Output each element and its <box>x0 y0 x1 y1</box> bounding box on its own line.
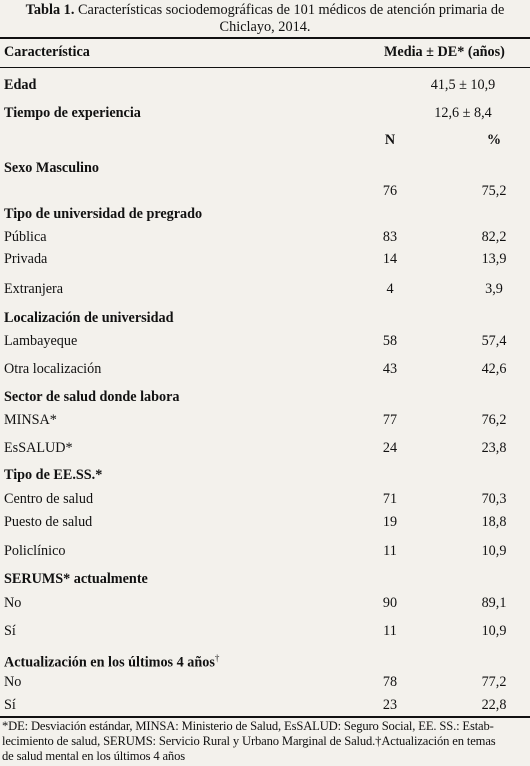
dagger-mark: † <box>214 653 220 663</box>
row-pct: 22,8 <box>481 697 507 713</box>
row-label: Pública <box>4 229 47 245</box>
row-n: 4 <box>386 281 394 297</box>
row-pct: 42,6 <box>481 361 507 377</box>
row-n: 23 <box>382 697 398 713</box>
row-label: Extranjera <box>4 281 64 297</box>
row-n: 24 <box>382 440 398 456</box>
row-n: 19 <box>382 514 398 530</box>
section-sector: Sector de salud donde labora <box>4 389 180 405</box>
row-n: 14 <box>382 251 398 267</box>
row-sexo-pct: 75,2 <box>481 183 507 199</box>
header-rule <box>0 67 530 68</box>
row-pct: 76,2 <box>481 412 507 428</box>
subheader-n: N <box>384 132 396 148</box>
row-edad-label: Edad <box>4 77 37 93</box>
row-label: MINSA* <box>4 412 57 428</box>
row-n: 83 <box>382 229 398 245</box>
subheader-pct: % <box>486 132 502 148</box>
header-characteristic: Característica <box>4 44 90 60</box>
section-tipo-universidad: Tipo de universidad de pregrado <box>4 206 203 222</box>
row-pct: 10,9 <box>481 543 507 559</box>
top-rule <box>0 37 530 39</box>
footnote-line1: *DE: Desviación estándar, MINSA: Ministerio de Salud, EsSALUD: Seguro Social, EE. SS.: Estab- <box>2 719 494 733</box>
row-sexo-n: 76 <box>382 183 398 199</box>
row-label: Privada <box>4 251 48 267</box>
row-label: No <box>4 674 22 690</box>
row-n: 77 <box>382 412 398 428</box>
caption-label: Tabla 1. <box>25 2 75 18</box>
row-label: Centro de salud <box>4 491 94 507</box>
row-tiempo-value: 12,6 ± 8,4 <box>434 105 492 121</box>
caption-text: Características sociodemográficas de 101 médicos de atención primaria de <box>74 2 505 18</box>
row-n: 43 <box>382 361 398 377</box>
section-sexo: Sexo Masculino <box>4 160 99 176</box>
row-pct: 77,2 <box>481 674 507 690</box>
row-pct: 23,8 <box>481 440 507 456</box>
row-label: No <box>4 595 22 611</box>
row-pct: 3,9 <box>485 281 503 297</box>
row-n: 90 <box>382 595 398 611</box>
table-caption <box>0 2 530 36</box>
row-n: 71 <box>382 491 398 507</box>
row-edad-value: 41,5 ± 10,9 <box>430 77 496 93</box>
row-pct: 89,1 <box>481 595 507 611</box>
footnote-line3: de salud mental en los últimos 4 años <box>2 749 185 763</box>
caption-line2: Chiclayo, 2014. <box>219 19 311 35</box>
section-actualizacion <box>4 650 219 671</box>
row-pct: 82,2 <box>481 229 507 245</box>
row-pct: 57,4 <box>481 333 507 349</box>
row-label: Lambayeque <box>4 333 78 349</box>
row-label: Policlínico <box>4 543 66 559</box>
table-footnote <box>2 719 530 764</box>
row-label: EsSALUD* <box>4 440 73 456</box>
row-n: 11 <box>383 623 397 639</box>
row-pct: 13,9 <box>481 251 507 267</box>
row-pct: 70,3 <box>481 491 507 507</box>
row-pct: 10,9 <box>481 623 507 639</box>
section-tipo-eess: Tipo de EE.SS.* <box>4 467 103 483</box>
row-n: 78 <box>382 674 398 690</box>
row-label: Sí <box>4 697 16 713</box>
header-mean-sd: Media ± DE* (años) <box>384 44 505 60</box>
section-actualizacion-label: Actualización en los últimos 4 años <box>4 654 215 671</box>
section-localizacion: Localización de universidad <box>4 310 174 326</box>
bottom-rule <box>0 716 530 718</box>
section-serums: SERUMS* actualmente <box>4 571 148 587</box>
row-tiempo-label: Tiempo de experiencia <box>4 105 141 121</box>
row-n: 11 <box>383 543 397 559</box>
row-n: 58 <box>382 333 398 349</box>
row-label: Puesto de salud <box>4 514 93 530</box>
row-label: Otra localización <box>4 361 102 377</box>
footnote-line2: lecimiento de salud, SERUMS: Servicio Rural y Urbano Marginal de Salud.†Actualización en temas <box>2 734 496 748</box>
row-pct: 18,8 <box>481 514 507 530</box>
row-label: Sí <box>4 623 16 639</box>
